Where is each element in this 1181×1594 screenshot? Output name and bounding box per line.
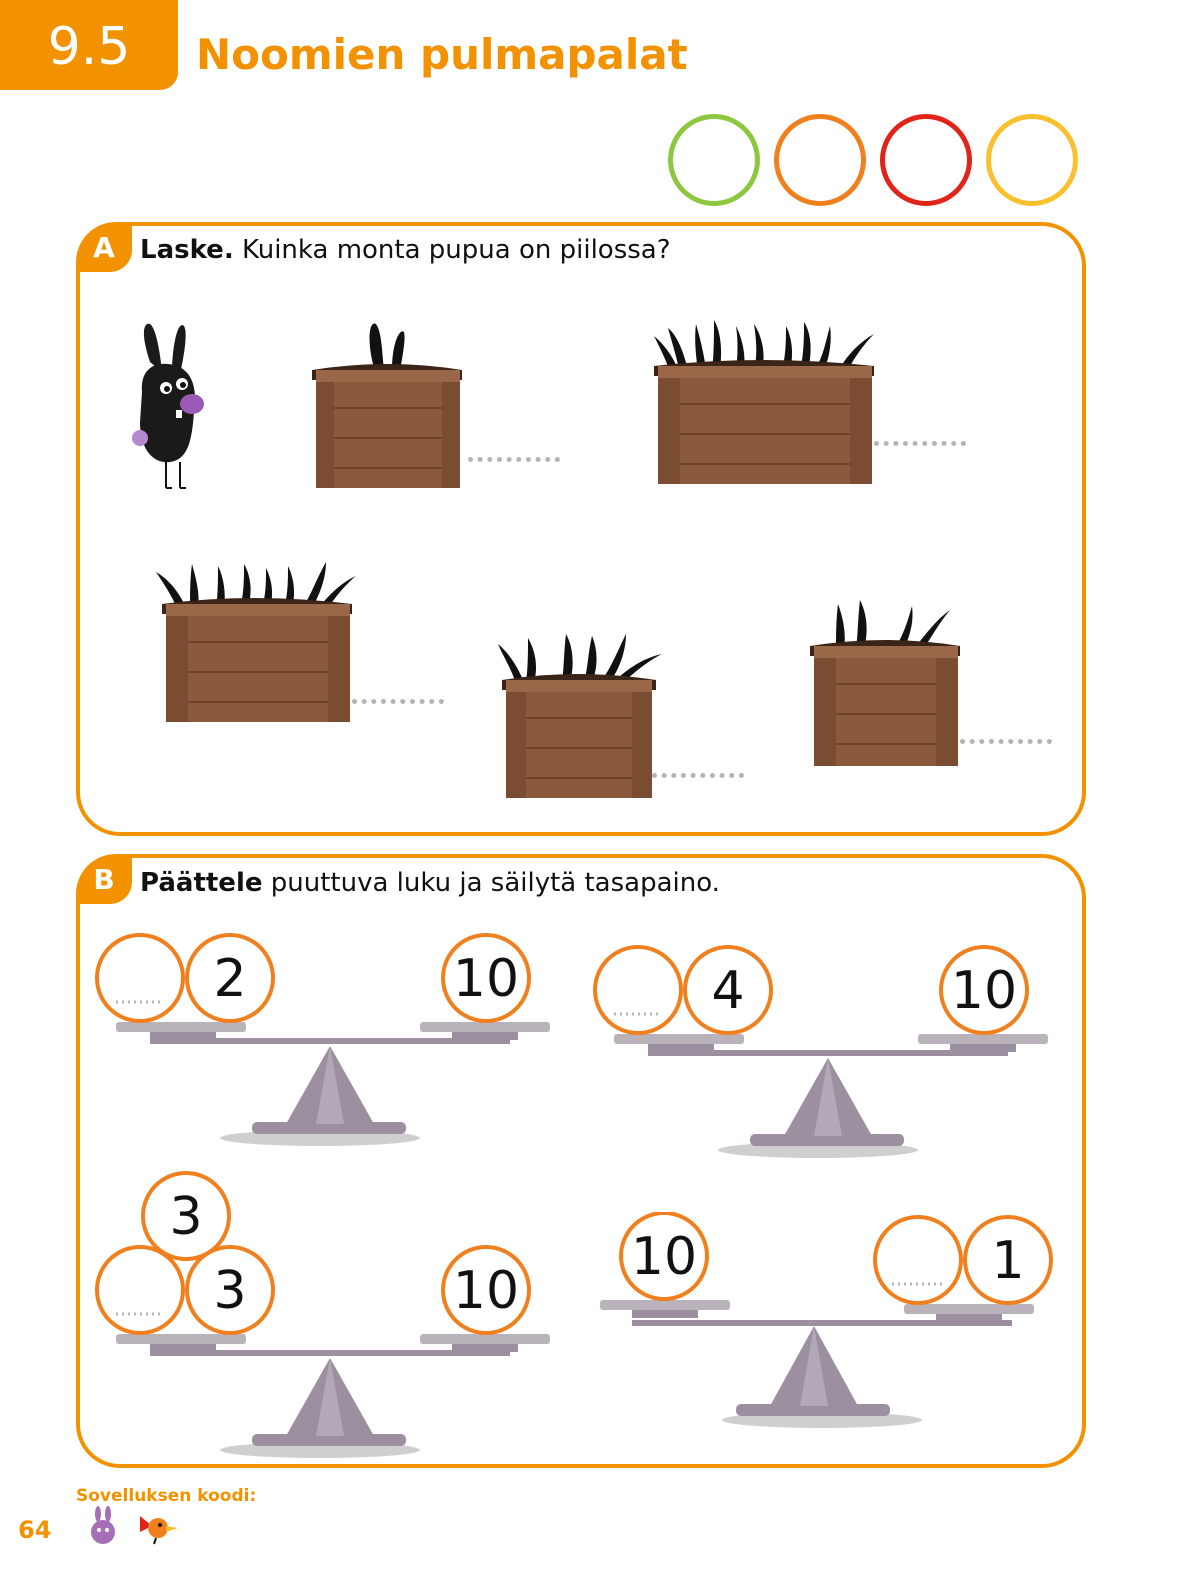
evaluation-circle-yellow[interactable]: [986, 114, 1078, 206]
number-ball-empty: [97, 935, 183, 1021]
svg-text:4: 4: [711, 961, 745, 1021]
answer-line-4[interactable]: [652, 773, 744, 778]
page-title: Noomien pulmapalat: [196, 30, 688, 79]
answer-line-1[interactable]: [468, 457, 560, 462]
balance-scale-1: [90, 928, 560, 1148]
number-ball-empty: [875, 1217, 961, 1303]
crate-1: [312, 318, 464, 490]
crate-4: [494, 628, 664, 800]
balance-scale-4: [592, 1212, 1062, 1432]
number-ball-empty: [595, 947, 681, 1033]
app-code-label: Sovelluksen koodi:: [76, 1486, 257, 1506]
svg-text:10: 10: [950, 961, 1018, 1021]
chapter-number: 9.5: [47, 17, 131, 77]
answer-line-3[interactable]: [352, 699, 444, 704]
section-a-instruction: Laske. Kuinka monta pupua on piilossa?: [140, 235, 671, 265]
bunny-illustration: [128, 322, 208, 492]
svg-text:2: 2: [213, 949, 247, 1009]
page-number: 64: [18, 1516, 52, 1544]
crate-3: [152, 554, 358, 724]
svg-text:3: 3: [169, 1187, 203, 1247]
balance-scale-2: [588, 940, 1058, 1160]
svg-text:3: 3: [213, 1261, 247, 1321]
answer-line-5[interactable]: [960, 739, 1052, 744]
rabbit-icon: [86, 1506, 122, 1546]
section-b-instruction: Päättele puuttuva luku ja säilytä tasapaino.: [140, 868, 720, 898]
section-b-label: B: [76, 854, 132, 904]
crate-2: [644, 314, 880, 486]
evaluation-circle-orange[interactable]: [774, 114, 866, 206]
evaluation-circle-green[interactable]: [668, 114, 760, 206]
svg-text:10: 10: [630, 1227, 698, 1287]
balance-scale-3: [90, 1170, 560, 1460]
svg-text:10: 10: [452, 949, 520, 1009]
svg-text:1: 1: [991, 1231, 1025, 1291]
answer-line-2[interactable]: [874, 441, 966, 446]
bird-icon: [136, 1510, 180, 1546]
evaluation-circle-red[interactable]: [880, 114, 972, 206]
number-ball-empty: [97, 1247, 183, 1333]
svg-text:10: 10: [452, 1261, 520, 1321]
section-a-label: A: [76, 222, 132, 272]
crate-5: [810, 596, 962, 768]
